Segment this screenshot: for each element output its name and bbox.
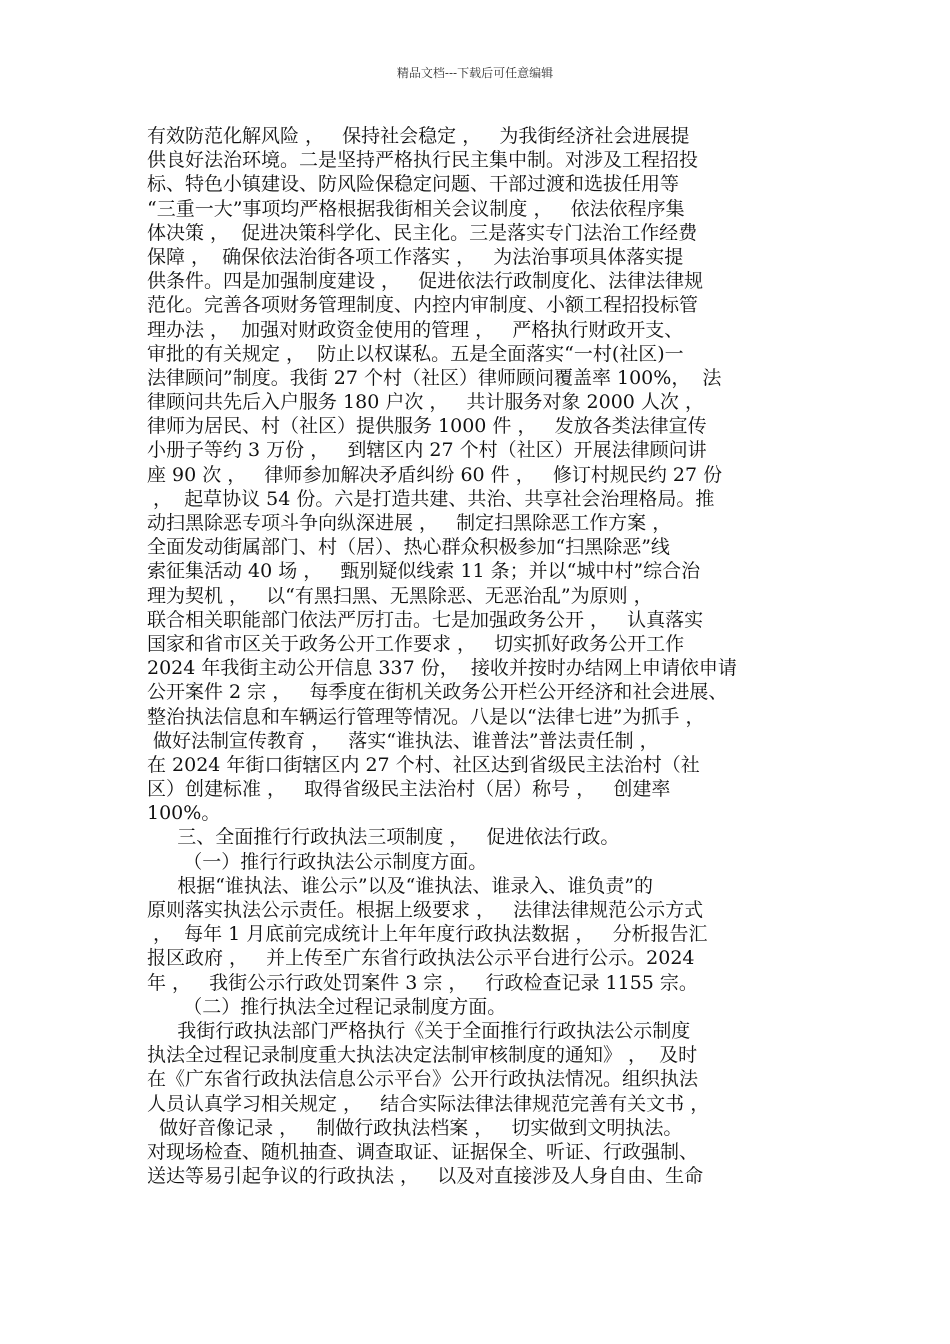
text-line: 供条件。四是加强制度建设 ， 促进依法行政制度化、法律法律规 (147, 270, 704, 293)
text-line: 索征集活动 40 场 ， 甄别疑似线索 11 条；并以“城中村”综合治 (147, 560, 701, 583)
text-line: 送达等易引起争议的行政执法 ， 以及对直接涉及人身自由、生命 (147, 1165, 704, 1188)
text-line: 理为契机 ， 以“有黑扫黑、无黑除恶、无恶治乱”为原则 ， (147, 584, 653, 607)
text-line: 体决策 ， 促进决策科学化、民主化。三是落实专门法治工作经费 (147, 221, 698, 244)
text-line: 对现场检查、随机抽查、调查取证、证据保全、听证、行政强制、 (147, 1140, 699, 1163)
text-line: 律师为居民、村（社区）提供服务 1000 件 ， 发放各类法律宣传 (147, 415, 707, 438)
text-line: ， 起草协议 54 份。六是打造共建、共治、共享社会治理格局。推 (147, 487, 715, 510)
text-line: 理办法 ， 加强对财政资金使用的管理 ， 严格执行财政开支、 (147, 318, 684, 341)
text-line: 律顾问共先后入户服务 180 户次 ， 共计服务对象 2000 人次 ， (147, 391, 704, 414)
text-line: 根据“谁执法、谁公示”以及“谁执法、谁录入、谁负责”的 (147, 874, 654, 897)
text-line: 年 ， 我街公示行政处罚案件 3 宗 ， 行政检查记录 1155 宗。 (147, 971, 698, 994)
text-line: 区）创建标准 ， 取得省级民主法治村（居）称号 ， 创建率 (147, 778, 671, 801)
text-line: 100%。 (147, 802, 221, 825)
text-line: 公开案件 2 宗 ， 每季度在街机关政务公开栏公开经济和社会进展、 (147, 681, 728, 704)
text-line: 国家和省市区关于政务公开工作要求 ， 切实抓好政务公开工作 (147, 632, 685, 655)
text-line: 供良好法治环境。二是坚持严格执行民主集中制。对涉及工程招投 (147, 149, 699, 172)
text-line: 在 2024 年街口街辖区内 27 个村、社区达到省级民主法治村（社 (147, 753, 700, 776)
text-line: 座 90 次 ， 律师参加解决矛盾纠纷 60 件 ， 修订村规民约 27 份 (147, 463, 723, 486)
text-line: “三重一大”事项均严格根据我街相关会议制度 ， 依法依程序集 (147, 197, 685, 220)
text-line: 全面发动街属部门、村（居）、热心群众积极参加“扫黑除恶”线 (147, 536, 670, 559)
text-line: （二）推行执法全过程记录制度方面。 (147, 995, 507, 1018)
text-line: ， 每年 1 月底前完成统计上年年度行政执法数据 ， 分析报告汇 (147, 923, 708, 946)
text-line: 范化。完善各项财务管理制度、内控内审制度、小额工程招投标管 (147, 294, 699, 317)
text-line: 我街行政执法部门严格执行《关于全面推行行政执法公示制度 (147, 1019, 691, 1042)
text-line: （一）推行行政执法公示制度方面。 (147, 850, 488, 873)
text-line: 执法全过程记录制度重大执法决定法制审核制度的通知》 ， 及时 (147, 1044, 698, 1067)
text-line: 2024 年我街主动公开信息 337 份， 接收并按时办结网上申请依申请 (147, 657, 737, 680)
text-line: 标、特色小镇建设、防风险保稳定问题、干部过渡和选拔任用等 (147, 173, 680, 196)
text-line: 小册子等约 3 万份 ， 到辖区内 27 个村（社区）开展法律顾问讲 (147, 439, 707, 462)
text-line: 做好法制宣传教育 ， 落实“谁执法、谁普法”普法责任制 ， (147, 729, 659, 752)
text-line: 审批的有关规定 ， 防止以权谋私。五是全面落实“一村(社区)一 (147, 342, 684, 365)
page-header: 精品文档---下载后可任意编辑 (396, 66, 554, 80)
text-line: 人员认真学习相关规定 ， 结合实际法律法律规范完善有关文书 ， (147, 1092, 710, 1115)
text-line: 法律顾问”制度。我街 27 个村（社区）律师顾问覆盖率 100%， 法 (147, 366, 722, 389)
text-line: 原则落实执法公示责任。根据上级要求 ， 法律法律规范公示方式 (147, 899, 704, 921)
text-line: 三、全面推行行政执法三项制度 ， 促进依法行政。 (147, 826, 620, 849)
text-line: 报区政府 ， 并上传至广东省行政执法公示平台进行公示。2024 (147, 947, 695, 970)
text-line: 有效防范化解风险 ， 保持社会稳定 ， 为我街经济社会进展提 (147, 125, 690, 147)
text-line: 做好音像记录 ， 制做行政执法档案 ， 切实做到文明执法。 (147, 1116, 683, 1139)
text-line: 整治执法信息和车辆运行管理等情况。八是以“法律七进”为抓手 ， (147, 705, 705, 728)
text-line: 保障 ， 确保依法治街各项工作落实 ， 为法治事项具体落实提 (147, 245, 684, 268)
document-body (147, 124, 819, 1188)
text-line: 动扫黑除恶专项斗争向纵深进展 ， 制定扫黑除恶工作方案 ， (147, 512, 672, 534)
text-line: 联合相关职能部门依法严厉打击。七是加强政务公开 ， 认真落实 (147, 608, 704, 631)
text-line: 在《广东省行政执法信息公示平台》公开行政执法情况。组织执法 (147, 1068, 699, 1091)
